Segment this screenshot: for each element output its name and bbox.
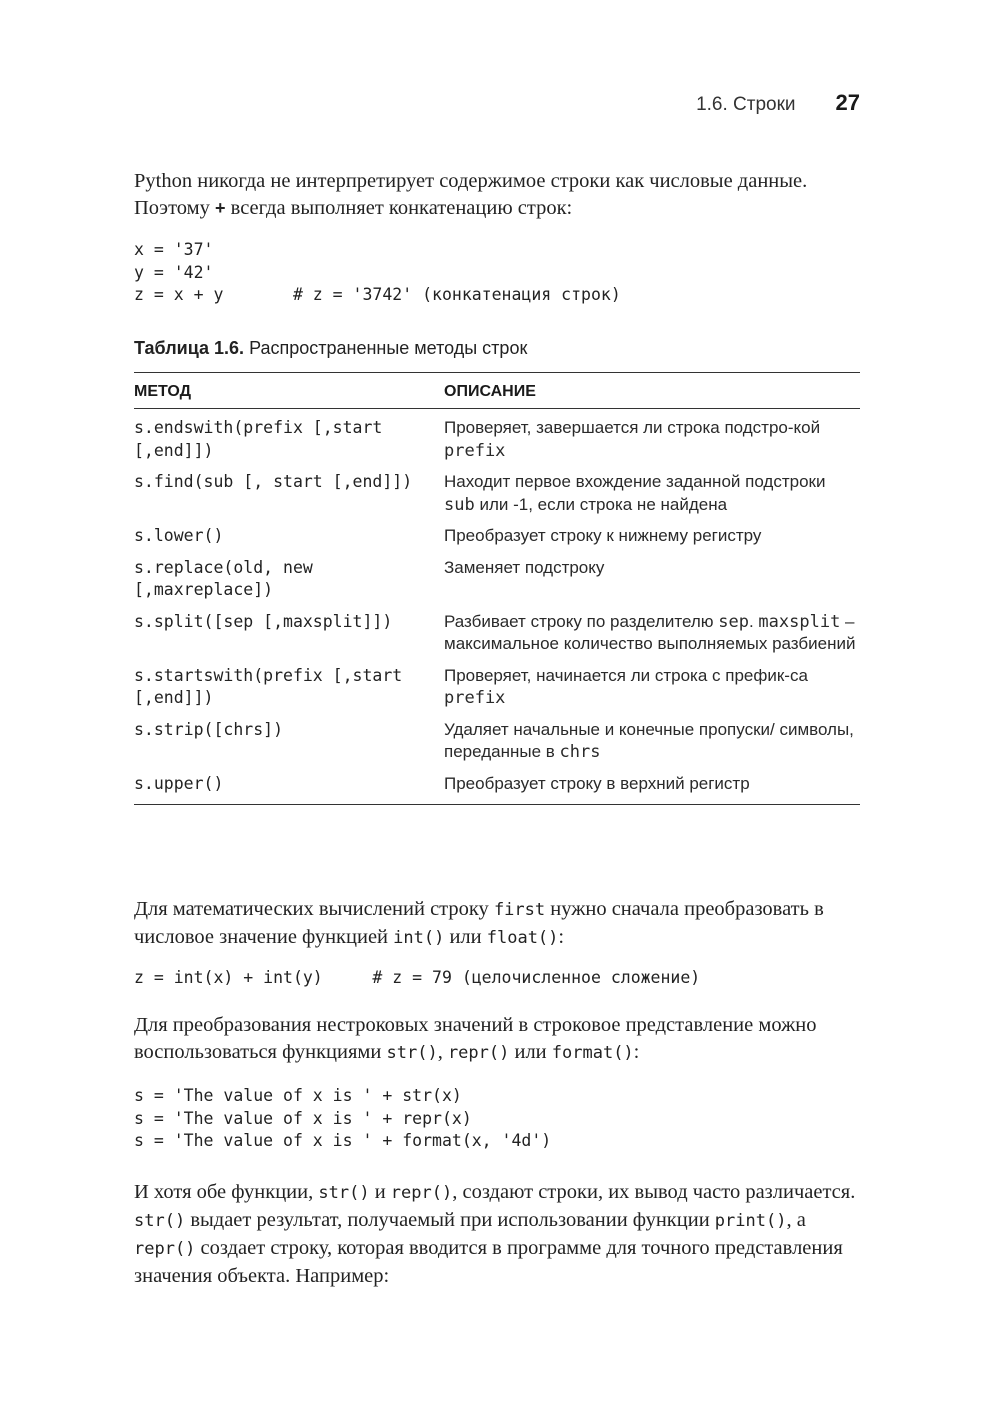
table-header-row xyxy=(134,373,860,409)
paragraph-text: , xyxy=(437,1041,448,1063)
description-text: , если строка не найдена xyxy=(528,494,728,514)
description-code: prefix xyxy=(444,440,506,461)
description-text: Преобразует строку в верхний регистр xyxy=(444,773,750,793)
paragraph-text: создает строку, которая вводится в программе для точного представления значения объекта. Например: xyxy=(134,1237,843,1287)
paragraph-numeric-conversion xyxy=(134,896,862,952)
description-cell xyxy=(444,605,860,659)
paragraph-text: , создают строки, их вывод часто различается. xyxy=(452,1181,856,1203)
method-cell: s.strip([chrs]) xyxy=(134,719,284,739)
description-cell xyxy=(444,519,860,551)
code-line: z = int(x) + int(y) # z = 79 (целочисленное сложение) xyxy=(134,968,701,987)
inline-code: int() xyxy=(393,928,445,948)
description-text: . xyxy=(748,611,759,631)
table-row xyxy=(134,767,860,805)
paragraph-text: : xyxy=(558,926,565,948)
column-header-description: ОПИСАНИЕ xyxy=(444,373,860,409)
description-text: Заменяет подстроку xyxy=(444,557,605,577)
table-caption xyxy=(134,338,527,359)
method-cell: s.lower() xyxy=(134,526,224,545)
description-code: sub xyxy=(444,494,475,515)
table-row xyxy=(134,551,860,605)
table-caption-label: Таблица 1.6. xyxy=(134,338,245,358)
description-code: -1 xyxy=(513,494,529,514)
running-header xyxy=(134,90,860,116)
code-line: z = x + y # z = '3742' (конкатенация строк) xyxy=(134,285,621,304)
inline-code: repr() xyxy=(447,1043,510,1063)
inline-code: first xyxy=(493,900,546,920)
code-line: s = 'The value of x is ' + format(x, '4d') xyxy=(134,1131,552,1150)
table-row xyxy=(134,659,860,713)
table-row xyxy=(134,465,860,519)
description-code: maxsplit xyxy=(758,611,841,632)
code-block-int xyxy=(134,967,862,990)
inline-code: str() xyxy=(134,1211,186,1231)
code-block-concat xyxy=(134,239,862,307)
code-line: s = 'The value of x is ' + repr(x) xyxy=(134,1108,472,1128)
paragraph-text: нужно сначала преобразовать в числовое значение функцией xyxy=(134,898,824,948)
inline-code: float() xyxy=(486,928,559,948)
description-cell xyxy=(444,713,860,767)
description-text: – максимальное количество выполняемых разбиений xyxy=(444,611,856,653)
inline-code: str() xyxy=(386,1043,438,1063)
table-row xyxy=(134,409,860,466)
string-methods-table xyxy=(134,372,860,805)
paragraph-text: или xyxy=(509,1041,552,1063)
method-cell: s.upper() xyxy=(134,773,224,793)
paragraph-text: выдает результат, получаемый при использовании функции xyxy=(185,1209,715,1231)
description-text: или xyxy=(474,494,514,514)
description-text: Проверяет, начинается ли строка с префик-са xyxy=(444,665,808,685)
table-row xyxy=(134,713,860,767)
description-text: Удаляет начальные и конечные пропуски/ символы, переданные в xyxy=(444,719,854,761)
paragraph-string-conversion xyxy=(134,1012,862,1067)
column-header-method: МЕТОД xyxy=(134,373,444,409)
inline-code: str() xyxy=(318,1183,370,1203)
code-line: x = '37' xyxy=(134,240,214,259)
intro-text: Python никогда не интерпретирует содержимое строки как числовые данные. Поэтому xyxy=(134,170,808,219)
inline-code: print() xyxy=(714,1211,787,1231)
paragraph-text: и xyxy=(369,1181,391,1203)
paragraph-text: , а xyxy=(786,1209,806,1231)
inline-code: format() xyxy=(551,1043,634,1063)
description-cell xyxy=(444,465,860,519)
code-line: s = 'The value of x is ' + str(x) xyxy=(134,1086,462,1105)
description-cell xyxy=(444,767,860,805)
description-text: Находит первое вхождение заданной подстроки xyxy=(444,472,826,491)
page-number: 27 xyxy=(835,90,860,115)
description-text: Преобразует строку к нижнему регистру xyxy=(444,526,762,545)
method-cell: s.find(sub [, start [,end]]) xyxy=(134,472,413,491)
paragraph-text: И хотя обе функции, xyxy=(134,1181,319,1203)
description-cell xyxy=(444,409,860,466)
method-cell: s.endswith(prefix [,start [,end]]) xyxy=(134,418,383,460)
table-row xyxy=(134,605,860,659)
description-text: Разбивает строку по разделителю xyxy=(444,611,719,631)
inline-code: repr() xyxy=(390,1183,453,1203)
code-block-str xyxy=(134,1085,862,1153)
method-cell: s.split([sep [,maxsplit]]) xyxy=(134,611,393,631)
table-caption-text: Распространенные методы строк xyxy=(244,338,528,358)
method-cell: s.startswith(prefix [,start [,end]]) xyxy=(134,665,403,707)
intro-text-end: всегда выполняет конкатенацию строк: xyxy=(225,197,573,219)
paragraph-text: Для преобразования нестроковых значений в строковое представление можно воспользоваться функциями xyxy=(134,1014,817,1063)
paragraph-text: или xyxy=(444,926,487,948)
description-cell xyxy=(444,659,860,713)
paragraph-text: : xyxy=(633,1041,640,1063)
description-cell xyxy=(444,551,860,605)
intro-paragraph xyxy=(134,168,862,222)
inline-code: repr() xyxy=(134,1239,196,1259)
paragraph-str-vs-repr xyxy=(134,1179,862,1290)
method-cell: s.replace(old, new [,maxreplace]) xyxy=(134,557,313,599)
description-code: sep xyxy=(718,611,749,632)
plus-operator: + xyxy=(215,198,226,218)
description-text: Проверяет, завершается ли строка подстро-кой xyxy=(444,418,821,437)
section-title: 1.6. Строки xyxy=(696,94,796,115)
description-code: prefix xyxy=(444,688,506,708)
code-line: y = '42' xyxy=(134,262,214,282)
table-row xyxy=(134,519,860,551)
description-code: chrs xyxy=(559,742,601,762)
paragraph-text: Для математических вычислений строку xyxy=(134,898,494,920)
